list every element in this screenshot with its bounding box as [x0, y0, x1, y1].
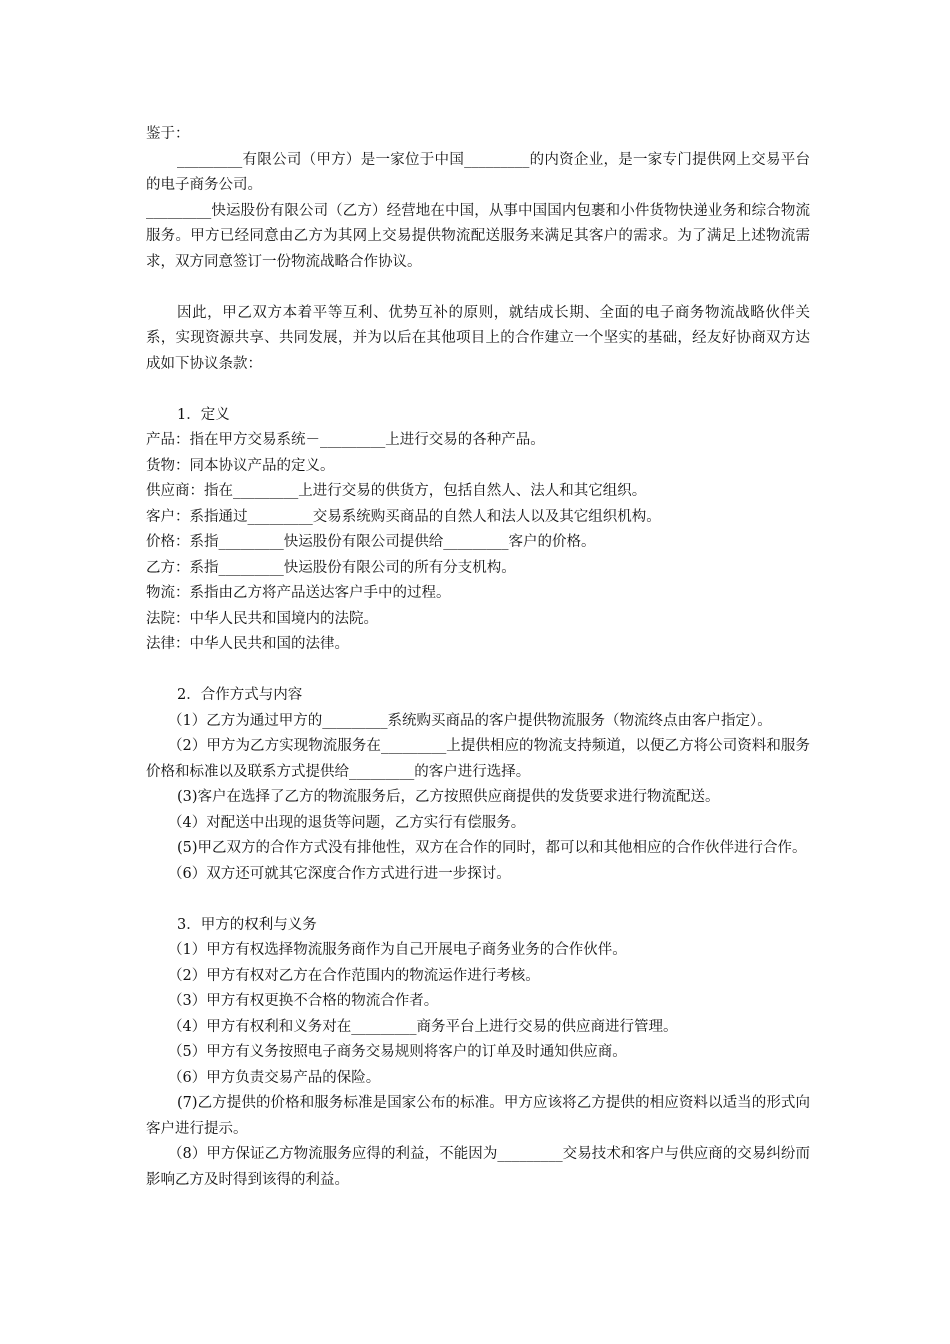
party-a-paragraph: _________有限公司（甲方）是一家位于中国_________的内资企业，是一家专门提供网上交易平台的电子商务公司。 — [146, 151, 810, 193]
clause-item: （1）甲方有权选择物流服务商作为自己开展电子商务业务的合作伙伴。 — [168, 942, 627, 958]
clause-item: （4）甲方有权利和义务对在_________商务平台上进行交易的供应商进行管理。 — [168, 1018, 678, 1035]
clause-item: (5)甲乙双方的合作方式没有排他性，双方在合作的同时，都可以和其他相应的合作伙伴进行合作。 — [177, 840, 807, 856]
clause-item: （2）甲方有权对乙方在合作范围内的物流运作进行考核。 — [168, 967, 540, 984]
definition-item: 供应商：指在_________上进行交易的供货方，包括自然人、法人和其它组织。 — [146, 483, 647, 499]
whereas-heading: 鉴于： — [146, 126, 190, 142]
section-1-title: 1．定义 — [177, 406, 230, 423]
definition-item: 产品：指在甲方交易系统－_________上进行交易的各种产品。 — [146, 432, 545, 448]
clause-item: (3)客户在选择了乙方的物流服务后，乙方按照供应商提供的发货要求进行物流配送。 — [177, 789, 720, 805]
definition-item: 乙方：系指_________快运股份有限公司的所有分支机构。 — [146, 559, 516, 576]
clause-item: （6）双方还可就其它深度合作方式进行进一步探讨。 — [168, 865, 511, 882]
principle-paragraph: 因此，甲乙双方本着平等互利、优势互补的原则，就结成长期、全面的电子商务物流战略伙伴关系，实现资源共享、共同发展，并为以后在其他项目上的合作建立一个坚实的基础，经友好协商双方达成如下协议条款： — [146, 304, 810, 372]
clause-item: （8）甲方保证乙方物流服务应得的利益，不能因为_________交易技术和客户与供应商的交易纠纷而影响乙方及时得到该得的利益。 — [146, 1146, 810, 1188]
definition-item: 客户：系指通过_________交易系统购买商品的自然人和法人以及其它组织机构。 — [146, 508, 661, 525]
clause-item: （3）甲方有权更换不合格的物流合作者。 — [168, 993, 439, 1009]
definition-item: 法律：中华人民共和国的法律。 — [146, 636, 349, 652]
spacer — [146, 377, 810, 403]
spacer — [146, 887, 810, 913]
definition-item: 物流：系指由乙方将产品送达客户手中的过程。 — [146, 585, 451, 601]
clause-item: （2）甲方为乙方实现物流服务在_________上提供相应的物流支持频道，以便乙方将公司资料和服务价格和标准以及联系方式提供给_________的客户进行选择。 — [146, 738, 810, 780]
definition-item: 法院：中华人民共和国境内的法院。 — [146, 610, 378, 627]
party-b-paragraph: _________快运股份有限公司（乙方）经营地在中国，从事中国国内包裹和小件货物快递业务和综合物流服务。甲方已经同意由乙方为其网上交易提供物流配送服务来满足其客户的需求。为了满足上述物流需求，双方同意签订一份物流战略合作协议。 — [146, 202, 810, 270]
clause-item: （1）乙方为通过甲方的_________系统购买商品的客户提供物流服务（物流终点由客户指定）。 — [168, 712, 772, 729]
section-3-title: 3．甲方的权利与义务 — [177, 916, 317, 933]
definition-item: 价格：系指_________快运股份有限公司提供给_________客户的价格。 — [146, 534, 596, 550]
section-2-title: 2．合作方式与内容 — [177, 687, 303, 703]
clause-item: （5）甲方有义务按照电子商务交易规则将客户的订单及时通知供应商。 — [168, 1044, 627, 1060]
spacer — [146, 658, 810, 684]
definition-item: 货物：同本协议产品的定义。 — [146, 457, 335, 474]
agreement-document — [146, 122, 810, 1193]
clause-item: (7)乙方提供的价格和服务标准是国家公布的标准。甲方应该将乙方提供的相应资料以适当的形式向客户进行提示。 — [146, 1095, 810, 1137]
clause-item: （6）甲方负责交易产品的保险。 — [168, 1069, 381, 1086]
spacer — [146, 275, 810, 301]
clause-item: （4）对配送中出现的退货等问题，乙方实行有偿服务。 — [168, 814, 526, 831]
